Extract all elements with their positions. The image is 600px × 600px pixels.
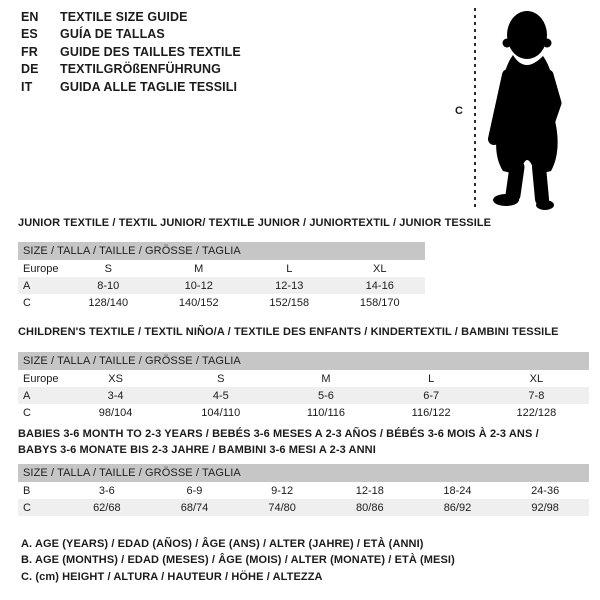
cell: 3-6 bbox=[98, 484, 115, 497]
table-row-age bbox=[18, 387, 589, 404]
legend-line-a: A. AGE (YEARS) / EDAD (AÑOS) / ÂGE (ANS) / ALTER (JAHRE) / ETÀ (ANNI) bbox=[21, 538, 424, 550]
cell: S bbox=[217, 372, 225, 385]
baby-silhouette-icon bbox=[487, 3, 600, 213]
language-row-it bbox=[21, 79, 241, 96]
language-label: TEXTILE SIZE GUIDE bbox=[60, 10, 188, 24]
babies-title-line1: BABIES 3-6 MONTH TO 2-3 YEARS / BEBÉS 3-6 MESES A 2-3 AÑOS / BÉBÉS 3-6 MOIS À 2-3 ANS / bbox=[18, 428, 539, 440]
cell: 5-6 bbox=[318, 389, 334, 402]
table-row-height bbox=[18, 499, 589, 516]
language-label: GUIDE DES TAILLES TEXTILE bbox=[60, 44, 241, 59]
size-header-bar: SIZE / TALLA / TAILLE / GRÖSSE / TAGLIA bbox=[18, 464, 589, 482]
cell: 80/86 bbox=[356, 501, 384, 514]
cell: 4-5 bbox=[212, 389, 229, 402]
cell: L bbox=[286, 262, 293, 275]
cell: XS bbox=[108, 372, 123, 385]
cell: 128/140 bbox=[88, 296, 129, 309]
size-header-bar: SIZE / TALLA / TAILLE / GRÖSSE / TAGLIA bbox=[18, 242, 425, 260]
children-title: CHILDREN'S TEXTILE / TEXTIL NIÑO/A / TEXTILE DES ENFANTS / KINDERTEXTIL / BAMBINI TESSILE bbox=[18, 326, 559, 338]
babies-section bbox=[18, 427, 589, 516]
cell: 12-13 bbox=[275, 279, 304, 292]
row-label: Europe bbox=[23, 262, 59, 275]
language-code: IT bbox=[21, 79, 33, 94]
cell: M bbox=[321, 372, 331, 385]
table-row-age bbox=[18, 277, 425, 294]
cell: 116/122 bbox=[411, 406, 451, 419]
cell: XL bbox=[373, 262, 387, 275]
height-measure-label: C bbox=[455, 105, 463, 117]
babies-size-table bbox=[18, 464, 589, 516]
cell: 8-10 bbox=[97, 279, 120, 292]
cell: 12-18 bbox=[355, 484, 384, 497]
language-code: FR bbox=[21, 44, 38, 59]
legend-line-b: B. AGE (MONTHS) / EDAD (MESES) / ÂGE (MOIS) / ALTER (MONATE) / ETÀ (MESI) bbox=[21, 554, 455, 567]
language-label: GUÍA DE TALLAS bbox=[60, 27, 165, 42]
cell: 110/116 bbox=[306, 406, 346, 419]
language-row-fr bbox=[21, 44, 241, 61]
cell: 68/74 bbox=[180, 501, 209, 514]
language-row-de bbox=[21, 61, 241, 78]
cell: L bbox=[428, 372, 435, 385]
language-code: ES bbox=[21, 27, 38, 42]
row-label: A bbox=[23, 279, 31, 292]
children-size-table bbox=[18, 352, 589, 421]
cell: 98/104 bbox=[98, 406, 133, 419]
table-row-height bbox=[18, 294, 425, 311]
cell: 9-12 bbox=[271, 484, 294, 497]
cell: 14-16 bbox=[365, 279, 394, 292]
cell: 62/68 bbox=[93, 501, 121, 514]
cell: 18-24 bbox=[443, 484, 472, 497]
junior-title: JUNIOR TEXTILE / TEXTIL JUNIOR/ TEXTILE JUNIOR / JUNIORTEXTIL / JUNIOR TESSILE bbox=[18, 217, 492, 229]
row-label: A bbox=[23, 389, 31, 402]
cell: 7-8 bbox=[528, 389, 545, 402]
junior-size-table bbox=[18, 242, 425, 311]
measure-legend bbox=[21, 536, 455, 585]
babies-title bbox=[18, 427, 589, 458]
junior-section bbox=[18, 216, 492, 311]
table-row-months bbox=[18, 482, 589, 499]
babies-title-line2: BABYS 3-6 MONATE BIS 2-3 JAHRE / BAMBINI 3-6 MESI A 2-3 ANNI bbox=[18, 443, 376, 456]
row-label: Europe bbox=[23, 372, 59, 385]
cell: XL bbox=[529, 372, 544, 385]
cell: 140/152 bbox=[178, 296, 219, 309]
size-header-bar: SIZE / TALLA / TAILLE / GRÖSSE / TAGLIA bbox=[18, 352, 589, 370]
language-label: GUIDA ALLE TAGLIE TESSILI bbox=[60, 79, 238, 94]
cell: 24-36 bbox=[531, 484, 560, 497]
cell: S bbox=[104, 262, 112, 275]
children-section bbox=[18, 325, 589, 421]
row-label: C bbox=[23, 406, 31, 419]
height-measure-dotted-line bbox=[474, 8, 476, 207]
cell: 3-4 bbox=[107, 389, 124, 402]
cell: 86/92 bbox=[443, 501, 472, 514]
language-list bbox=[21, 9, 241, 96]
cell: 122/128 bbox=[516, 406, 557, 419]
cell: 6-9 bbox=[186, 484, 203, 497]
cell: 92/98 bbox=[531, 501, 559, 514]
language-code: EN bbox=[21, 10, 39, 24]
language-code: DE bbox=[21, 62, 39, 77]
cell: 152/158 bbox=[269, 296, 310, 309]
language-row-en bbox=[21, 9, 241, 26]
cell: 10-12 bbox=[184, 279, 213, 292]
cell: M bbox=[194, 262, 204, 275]
row-label: C bbox=[23, 501, 31, 514]
table-row-europe bbox=[18, 370, 589, 387]
legend-line-c: C. (cm) HEIGHT / ALTURA / HAUTEUR / HÖHE / ALTEZZA bbox=[21, 570, 323, 583]
cell: 104/110 bbox=[201, 406, 241, 419]
row-label: B bbox=[23, 484, 31, 497]
table-row-europe bbox=[18, 260, 425, 277]
cell: 6-7 bbox=[423, 389, 440, 402]
row-label: C bbox=[23, 296, 31, 309]
cell: 74/80 bbox=[268, 501, 296, 514]
table-row-height bbox=[18, 404, 589, 421]
language-row-es bbox=[21, 26, 241, 43]
cell: 158/170 bbox=[359, 296, 400, 309]
language-label: TEXTILGRÖßENFÜHRUNG bbox=[60, 62, 221, 77]
